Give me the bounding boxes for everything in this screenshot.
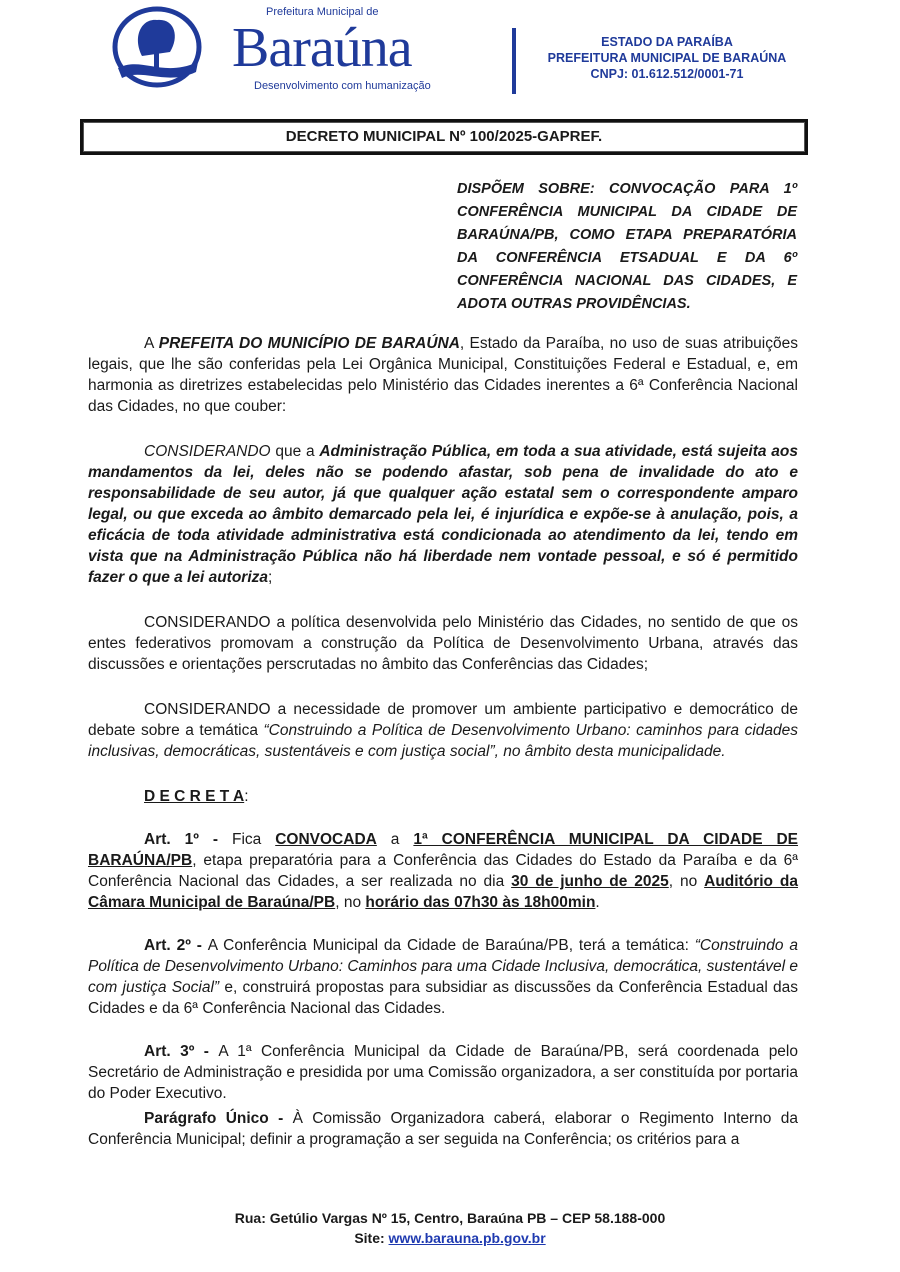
paragraph xyxy=(88,333,798,417)
paragraph-text: D E C R E T A xyxy=(144,788,245,805)
summary-text: DISPÕEM SOBRE xyxy=(457,181,590,197)
footer-site xyxy=(0,1228,900,1248)
decree-summary xyxy=(457,178,797,316)
paragraph xyxy=(88,935,798,1019)
paragraph-text: CONVOCADA xyxy=(275,831,377,848)
paragraph-text: e, construirá propostas para subsidiar as discussões da Conferência Estadual das Cidades e da 6ª Conferência Nacional das Cidades. xyxy=(88,979,798,1017)
footer-address: Rua: Getúlio Vargas Nº 15, Centro, Baraúna PB – CEP 58.188-000 xyxy=(234,1210,666,1226)
decree-title: DECRETO MUNICIPAL Nº 100/2025-GAPREF. xyxy=(80,119,808,155)
logo-prefix: Prefeitura Municipal de xyxy=(266,6,379,18)
paragraph-text: Auditório da Câmara Municipal de Baraúna/PB xyxy=(88,873,798,911)
paragraph-text: , no xyxy=(335,894,366,911)
paragraph-text: “Construindo a Política de Desenvolvimento Urbano: Caminhos para uma Cidade Inclusiva, democrática, sustentável e com justiça Social” xyxy=(88,937,798,996)
letterhead xyxy=(112,6,812,94)
paragraph-text: “Construindo a Política de Desenvolvimento Urbano: caminhos para cidades inclusivas, democráticas, sustentáveis e com justiça social”, no âmbito desta municipalidade. xyxy=(88,722,799,760)
prefeitura-name: PREFEITURA MUNICIPAL DE BARAÚNA xyxy=(547,51,787,65)
paragraph-text: Fica xyxy=(231,831,276,848)
paragraph-text: Art. 3º - xyxy=(144,1043,219,1060)
paragraph-text: CONSIDERANDO a necessidade de promover um ambiente participativo e democrático de debate sobre a temática xyxy=(88,701,798,739)
paragraph-text: 1ª CONFERÊNCIA MUNICIPAL DA CIDADE DE BARAÚNA/PB xyxy=(88,831,799,869)
paragraph-text: Art. 2º - xyxy=(144,937,208,954)
paragraph-text: a xyxy=(376,831,414,848)
municipal-seal-logo xyxy=(112,6,202,88)
paragraph xyxy=(88,699,798,762)
paragraph-text: A Conferência Municipal da Cidade de Baraúna/PB, terá a temática: xyxy=(207,937,695,954)
state-name: ESTADO DA PARAÍBA xyxy=(601,35,733,49)
cnpj: CNPJ: 01.612.512/0001-71 xyxy=(590,67,744,81)
paragraph-text: 30 de junho de 2025 xyxy=(511,873,669,890)
paragraph-text: Administração Pública, em toda a sua atividade, está sujeita aos mandamentos da lei, deles não se podendo afastar, sob pena de invalidade do ato e responsabilidade de seu autor, já que qualquer ação estatal sem o correspondente amparo legal, ou que exceda ao âmbito demarcado pela lei, é injurídica e expõe-se à anulação, pois, a eficácia de toda atividade administrativa está condicionada ao atendimento da lei, tendo em vista que na Administração Pública não há liberdade nem vontade pessoal, e só é permitido fazer o que a lei autoriza xyxy=(88,443,798,586)
logo-name: Baraúna xyxy=(232,17,412,79)
summary-text: : CONVOCAÇÃO PARA 1º CONFERÊNCIA MUNICIPAL DA CIDADE DE BARAÚNA/PB, COMO ETAPA PREPARATÓRIA DA CONFERÊNCIA ETSADUAL E DA 6º CONFERÊNCIA NACIONAL DAS CIDADES, E ADOTA OUTRAS PROVIDÊNCIAS. xyxy=(457,181,797,312)
paragraph xyxy=(88,1108,798,1150)
paragraph-text: : xyxy=(244,788,249,805)
paragraph-text: A 1ª Conferência Municipal da Cidade de Baraúna/PB, será coordenada pelo Secretário de Administração e presidida por uma Comissão organizadora, a ser constituída por portaria do Poder Executivo. xyxy=(88,1043,798,1102)
paragraph-text: À Comissão Organizadora caberá, elaborar o Regimento Interno da Conferência Municipal; definir a programação a ser seguida na Conferência; os critérios para a xyxy=(88,1110,798,1148)
paragraph-text: , etapa preparatória para a Conferência das Cidades do Estado da Paraíba e da 6ª Conferência Nacional das Cidades, a ser realizada no dia xyxy=(88,852,798,890)
logo-tagline: Desenvolvimento com humanização xyxy=(254,80,431,92)
paragraph xyxy=(88,612,798,675)
paragraph-text: A xyxy=(144,335,159,352)
paragraph-text: Art. 1º - xyxy=(144,831,232,848)
paragraph-text: que a xyxy=(270,443,320,460)
paragraph-text: PREFEITA DO MUNICÍPIO DE BARAÚNA xyxy=(158,335,460,352)
issuer-block xyxy=(522,34,812,82)
brand-wordmark xyxy=(232,6,502,96)
site-link[interactable]: www.barauna.pb.gov.br xyxy=(388,1230,546,1246)
site-label: Site: xyxy=(354,1230,389,1246)
paragraph-text: Parágrafo Único - xyxy=(144,1110,293,1127)
paragraph xyxy=(88,786,798,807)
paragraph-text: ; xyxy=(268,569,273,586)
paragraph-text: , Estado da Paraíba, no uso de suas atribuições legais, que lhe são conferidas pela Lei Orgânica Municipal, Constituições Federal e Estadual, e, em harmonia as diretrizes estabelecidas pelo Ministério das Cidades inerentes a 6ª Conferência Nacional das Cidades, no que couber: xyxy=(88,335,798,415)
paragraph-text: , no xyxy=(668,873,705,890)
paragraph-text: horário das 07h30 às 18h00min xyxy=(365,894,596,911)
paragraph-text: . xyxy=(595,894,600,911)
footer xyxy=(0,1208,900,1248)
paragraph xyxy=(88,1041,798,1104)
header-divider xyxy=(512,28,516,94)
paragraph-text: CONSIDERANDO a política desenvolvida pelo Ministério das Cidades, no sentido de que os entes federativos promovam a construção da Política de Desenvolvimento Urbana, através das discussões e orientações perscrutadas no âmbito das Conferências das Cidades; xyxy=(88,614,798,673)
decree-body xyxy=(88,333,798,1150)
paragraph xyxy=(88,829,798,913)
paragraph-text: CONSIDERANDO xyxy=(144,443,271,460)
paragraph xyxy=(88,441,798,588)
